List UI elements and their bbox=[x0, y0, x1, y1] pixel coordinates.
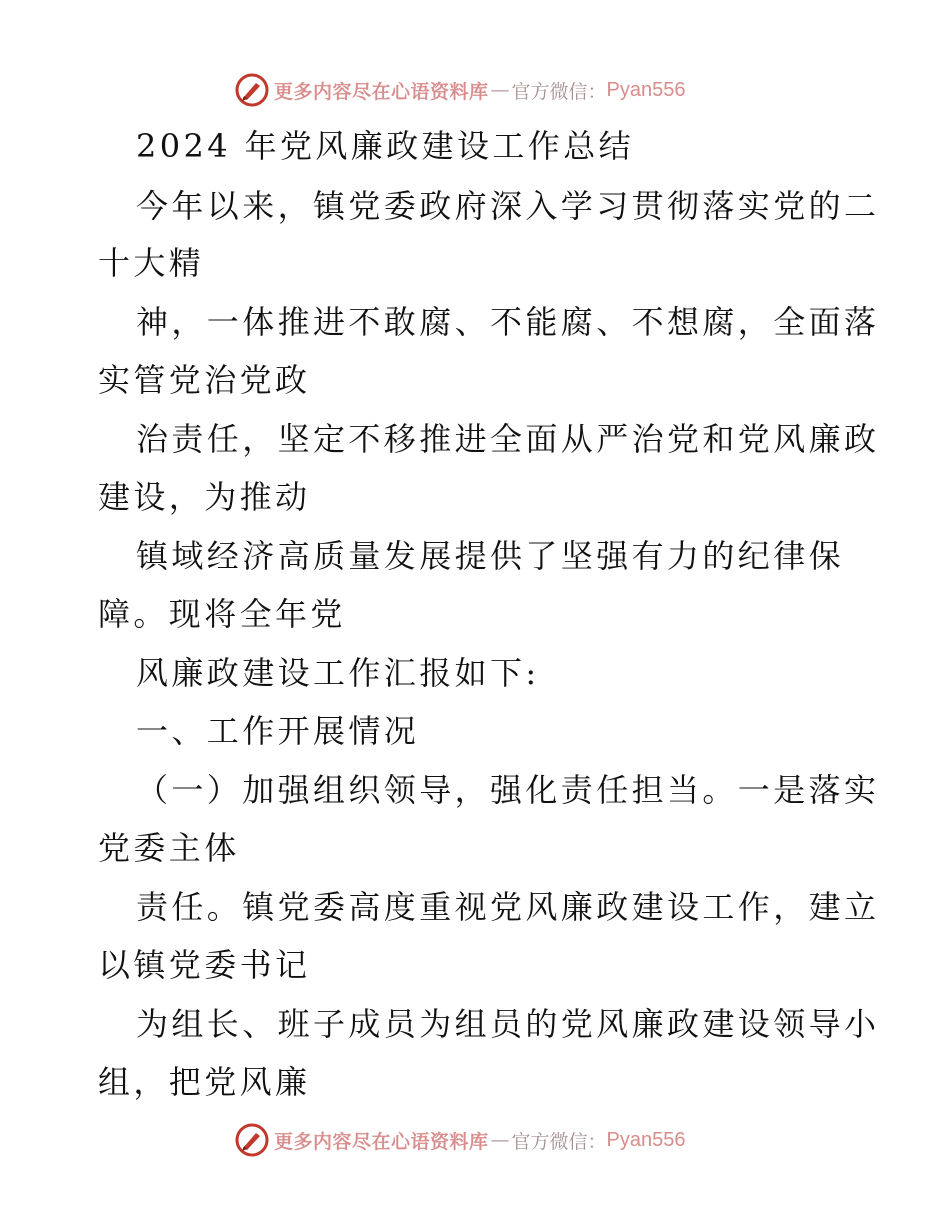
watermark-separator: — bbox=[490, 79, 510, 101]
paragraph-line: 治责任，坚定不移推进全面从严治党和党风廉政 bbox=[136, 420, 880, 458]
paragraph-line: 责任。镇党委高度重视党风廉政建设工作，建立 bbox=[136, 888, 880, 926]
paragraph-line: 今年以来，镇党委政府深入学习贯彻落实党的二 bbox=[136, 187, 880, 225]
watermark-separator: — bbox=[490, 1129, 510, 1151]
watermark-contact-label: 官方微信： bbox=[511, 1130, 607, 1153]
subsection-heading: （一）加强组织领导，强化责任担当。一是落实 bbox=[136, 771, 880, 809]
paragraph-line: 党委主体 bbox=[98, 829, 240, 867]
paragraph-line: 实管党治党政 bbox=[98, 361, 311, 399]
watermark-site-text: 更多内容尽在心语资料库 bbox=[274, 80, 489, 103]
paragraph-line: 组，把党风廉 bbox=[98, 1063, 311, 1101]
watermark-contact-id: Pyan556 bbox=[606, 78, 686, 101]
document-title: 2024 年党风廉政建设工作总结 bbox=[136, 127, 635, 165]
pen-circle-logo-icon bbox=[234, 1122, 270, 1158]
paragraph-line: 为组长、班子成员为组员的党风廉政建设领导小 bbox=[136, 1005, 880, 1043]
watermark-header bbox=[234, 70, 686, 110]
watermark-footer bbox=[234, 1120, 686, 1160]
section-heading: 一、工作开展情况 bbox=[136, 712, 420, 750]
paragraph-line: 风廉政建设工作汇报如下: bbox=[136, 654, 540, 692]
watermark-contact-label: 官方微信： bbox=[511, 80, 607, 103]
watermark-site-text: 更多内容尽在心语资料库 bbox=[274, 1130, 489, 1153]
paragraph-line: 以镇党委书记 bbox=[98, 946, 311, 984]
watermark-contact-id: Pyan556 bbox=[606, 1128, 686, 1151]
paragraph-line: 神，一体推进不敢腐、不能腐、不想腐，全面落 bbox=[136, 303, 880, 341]
paragraph-line: 十大精 bbox=[98, 244, 205, 282]
paragraph-line: 障。现将全年党 bbox=[98, 595, 346, 633]
pen-circle-logo-icon bbox=[234, 72, 270, 108]
paragraph-line: 建设，为推动 bbox=[98, 478, 311, 516]
paragraph-line: 镇域经济高质量发展提供了坚强有力的纪律保 bbox=[136, 537, 845, 575]
